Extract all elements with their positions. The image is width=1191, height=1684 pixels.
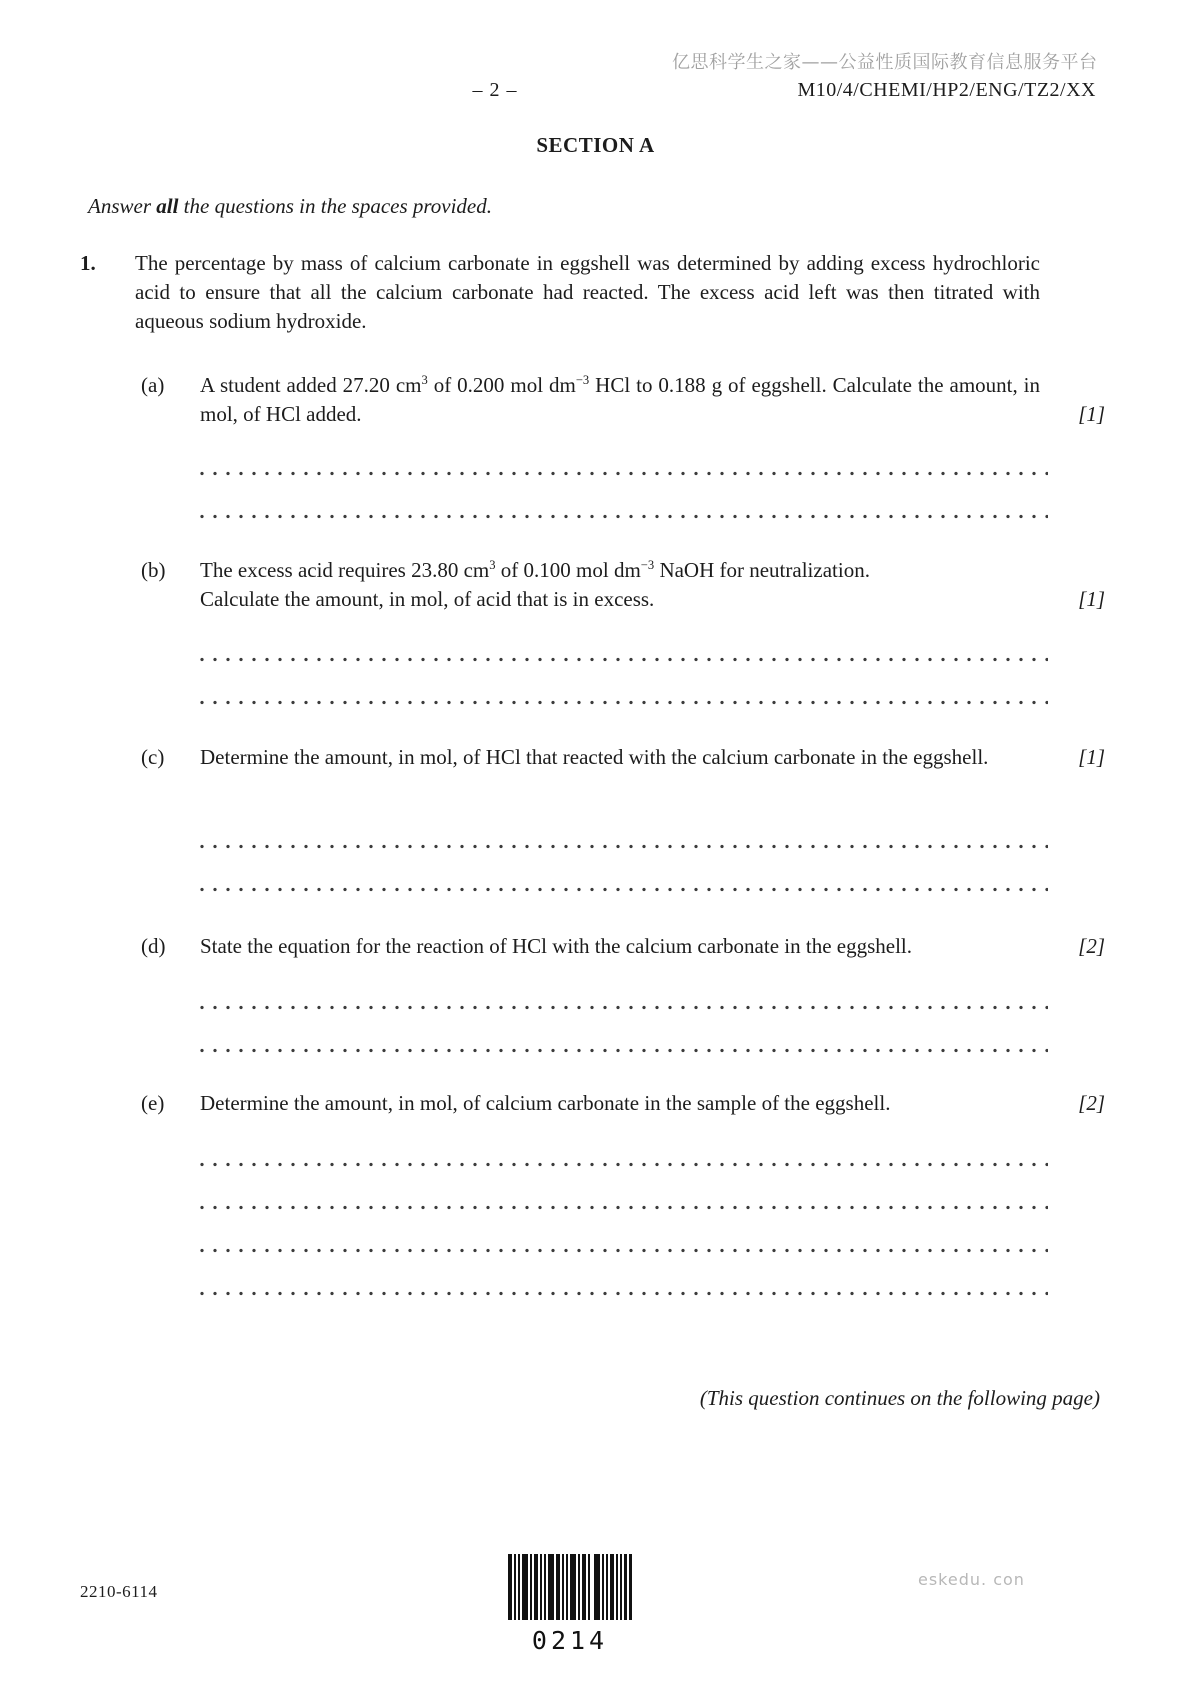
question-part-c [141,743,1105,772]
part-label: (a) [141,373,165,397]
question-part-b [141,556,1105,614]
site-watermark: eskedu. con [918,1570,1025,1589]
part-text: The excess acid requires 23.80 $cm^3$ of 0.100 mol $dm^{-3}$ NaOH for neutralization. Calculate the amount, in mol, of acid that is in excess. [200,558,870,611]
marks-badge: [1] [1078,745,1105,769]
answer-dotted-line [200,657,1048,662]
part-text: Determine the amount, in mol, of HCl that reacted with the calcium carbonate in the eggshell. [200,745,989,769]
chinese-header-watermark: 亿思科学生之家——公益性质国际教育信息服务平台 [672,52,1098,73]
question-intro: The percentage by mass of calcium carbonate in eggshell was determined by adding excess hydrochloric acid to ensure that all the calcium carbonate had reacted. The excess acid left was then titrated with aqueous sodium hydroxide. [135,251,1040,333]
question-part-e [141,1089,1105,1118]
answer-dotted-line [200,1048,1048,1053]
document-number: 2210-6114 [80,1582,158,1601]
answer-dotted-line [200,844,1048,849]
part-label: (e) [141,1091,165,1115]
answer-instruction: Answer all the questions in the spaces provided. [88,194,493,218]
continuation-note: (This question continues on the following page) [699,1386,1100,1410]
part-text: A student added 27.20 $cm^3$ of 0.200 mol $dm^{-3}$ HCl to 0.188 g of eggshell. Calculate the amount, in mol, of HCl added. [200,373,1041,426]
part-text: State the equation for the reaction of HCl with the calcium carbonate in the eggshell. [200,934,913,958]
barcode-number: 0214 [531,1626,609,1655]
part-label: (d) [141,934,166,958]
part-label: (c) [141,745,165,769]
answer-dotted-line [200,1162,1048,1167]
paper-code: M10/4/CHEMI/HP2/ENG/TZ2/XX [797,79,1096,101]
answer-dotted-line [200,887,1048,892]
marks-badge: [2] [1078,934,1105,958]
question-part-a [141,371,1105,429]
barcode [508,1554,632,1620]
question-number: 1. [80,251,96,275]
answer-dotted-line [200,1291,1048,1296]
answer-dotted-line [200,1248,1048,1253]
answer-dotted-line [200,514,1048,519]
part-label: (b) [141,558,166,582]
answer-dotted-line [200,1005,1048,1010]
barcode-image [508,1554,632,1620]
marks-badge: [1] [1078,402,1105,426]
marks-badge: [2] [1078,1091,1105,1115]
answer-dotted-line [200,700,1048,705]
section-title: SECTION A [536,133,655,157]
part-text: Determine the amount, in mol, of calcium carbonate in the sample of the eggshell. [200,1091,891,1115]
answer-dotted-line [200,1205,1048,1210]
answer-dotted-line [200,471,1048,476]
page-number: – 2 – [472,79,518,101]
marks-badge: [1] [1078,587,1105,611]
question-part-d [141,932,1105,961]
